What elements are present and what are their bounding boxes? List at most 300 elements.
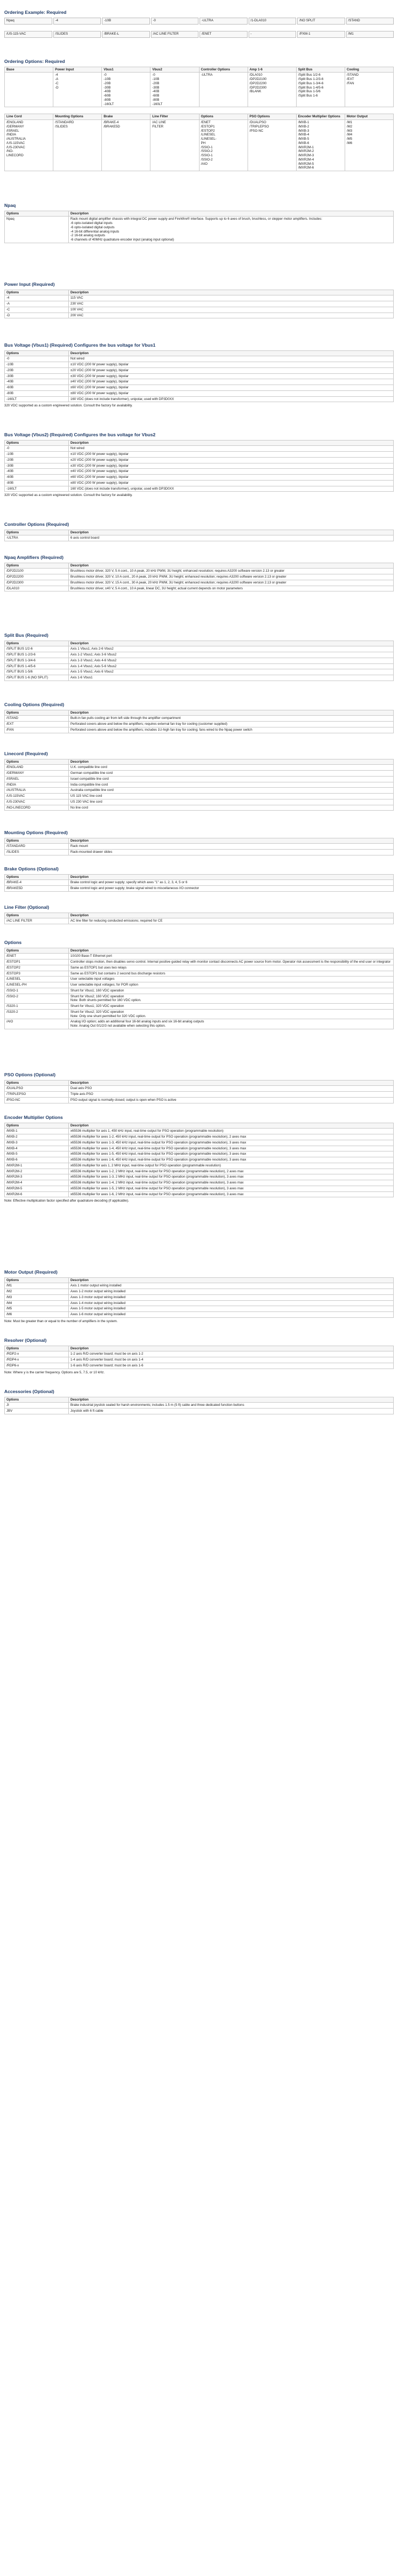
split-bus-table	[4, 641, 394, 681]
ordering-code-1: -4	[53, 18, 101, 25]
resolver-table	[4, 1346, 394, 1369]
vbus1-note: 320 VDC supported as a custom engineered solution. Consult the factory for availability.	[4, 404, 133, 408]
option-code: -40B	[5, 469, 69, 475]
option-list-cell: /DUALPSO /TRIPLEPSO /PSO-NC	[248, 120, 296, 171]
ordering-code-5: /1-DLA010	[249, 18, 297, 25]
linecord-table	[4, 759, 394, 811]
table-row	[5, 663, 394, 669]
option-code: /MXB-6	[5, 1157, 69, 1163]
option-description: 6 axis control board	[69, 535, 394, 541]
column-header: Motor Output	[345, 114, 393, 120]
column-header: Options	[5, 759, 69, 765]
table-row	[5, 977, 394, 982]
option-code: /LINESEL	[5, 977, 69, 982]
option-description: Built-in fan pulls cooling air from left side through the amplifier compartment	[69, 716, 394, 722]
ordering-code-3: /AC LINE FILTER	[151, 31, 199, 38]
column-header: Options	[5, 838, 69, 844]
table-row	[5, 1300, 394, 1306]
controller-title: Controller Options (Required)	[4, 522, 69, 527]
option-list-cell: /ENGLAND /GERMANY /ISRAEL /INDIA /AUSTRALIA /US-115VAC /US-230VAC /NO- LINECORD	[5, 120, 53, 171]
option-code: -10B	[5, 362, 69, 368]
option-description: x65536 multiplier for axes 1-2, 2 MHz input, real-time output for PSO operation (programmable resolution), 2 axes max	[69, 1169, 394, 1174]
brake-table	[4, 874, 394, 892]
ordering-code-7: /M1	[346, 31, 394, 38]
column-header: Options	[5, 710, 69, 716]
option-code: /MXB-3	[5, 1140, 69, 1146]
option-description: AC line filter for reducing conducted emissions; required for CE	[69, 918, 394, 924]
brake-section	[4, 866, 394, 892]
column-header: Encoder Multiplier Options	[296, 114, 345, 120]
table-row	[5, 217, 394, 243]
option-code: /SPLIT BUS 1-2/3-6	[5, 652, 69, 658]
option-description: No line cord	[69, 805, 394, 811]
vbus1-title: Bus Voltage (Vbus1) (Required) Configures the bus voltage for Vbus1	[4, 342, 156, 348]
option-list-cell: /MXB-1 /MXB-2 /MXB-3 /MXB-4 /MXB-5 /MXB-6 /MXR2M-1 /MXR2M-2 /MXR2M-3 /MXR2M-4 /MXR2M-5 /MXR2M-6	[296, 120, 345, 171]
table-row	[5, 658, 394, 663]
table-row	[5, 776, 394, 782]
table-row	[5, 994, 394, 1004]
option-description: Brake control logic and power supply; brake signal wired to miscellaneous I/O connector	[69, 886, 394, 892]
ordering-options-section	[4, 59, 394, 171]
option-description: Axis 1 Vbus1; Axis 2-6 Vbus2	[69, 646, 394, 652]
column-header: Options	[5, 948, 69, 954]
option-code: -60B	[5, 475, 69, 481]
ordering-code-4: -ULTRA	[200, 18, 248, 25]
line-filter-title: Line Filter (Optional)	[4, 905, 50, 910]
option-description: Brushless motor driver, ±40 V, 5 A cont., 10 A peak, linear DC, 3U height; actual current depends on motor parameters	[69, 586, 394, 591]
option-code: JBV	[5, 1409, 69, 1414]
table-row	[5, 475, 394, 481]
column-header: Options	[5, 1346, 69, 1351]
option-code: /INDIA	[5, 782, 69, 788]
ordering-code-6: /NO SPLIT	[297, 18, 345, 25]
option-description: User selectable input voltages; for POR option	[69, 982, 394, 988]
table-row	[5, 580, 394, 586]
table-row	[5, 799, 394, 805]
power-input-table	[4, 290, 394, 319]
table-row	[5, 307, 394, 313]
option-description: 160 VDC (does not include transformer), unipolar, used with DP3D0XX	[69, 396, 394, 402]
table-row	[5, 586, 394, 591]
table-row	[5, 390, 394, 396]
option-description: Triple axis PSO	[69, 1092, 394, 1098]
option-code: /RDP6-x	[5, 1363, 69, 1369]
option-description: Axes 1-2 motor output wiring installed	[69, 1289, 394, 1295]
option-code: -40B	[5, 379, 69, 385]
option-code: /MXR2M-3	[5, 1174, 69, 1180]
split-bus-title: Split Bus (Required)	[4, 633, 49, 638]
option-code: /MXB-1	[5, 1129, 69, 1134]
option-description: ±80 VDC (200 W power supply), bipolar	[69, 390, 394, 396]
table-row	[5, 1289, 394, 1295]
option-description: x65536 multiplier for axes 1-4, 2 MHz input, real-time output for PSO operation (programmable resolution), 3 axes max	[69, 1180, 394, 1186]
option-code: -30B	[5, 463, 69, 469]
table-row	[5, 918, 394, 924]
option-code: -80B	[5, 480, 69, 486]
option-description: ±30 VDC (200 W power supply), bipolar	[69, 463, 394, 469]
table-row	[5, 954, 394, 959]
ordering-example-row-2	[4, 31, 394, 38]
column-header: Description	[69, 913, 394, 918]
column-header: Options	[5, 290, 69, 295]
option-code: /FAN	[5, 727, 69, 733]
motor-output-table	[4, 1277, 394, 1318]
table-row	[5, 794, 394, 799]
table-row	[5, 574, 394, 580]
option-list-cell: /DLA010 /DP2D2100 /DP2D2200 /DP2D2300 /BLANK	[248, 73, 296, 107]
line-filter-table	[4, 913, 394, 925]
option-description: ±40 VDC (200 W power supply), bipolar	[69, 469, 394, 475]
table-row	[5, 463, 394, 469]
table-row	[5, 765, 394, 771]
option-code: /STANDARD	[5, 844, 69, 850]
table-row	[5, 1186, 394, 1191]
resolver-section	[4, 1338, 394, 1374]
option-description: ±60 VDC (200 W power supply), bipolar	[69, 475, 394, 481]
motor-output-section	[4, 1269, 394, 1324]
option-code: /S320-2	[5, 1009, 69, 1019]
option-description: India compatible line cord	[69, 782, 394, 788]
table-row	[5, 1019, 394, 1029]
option-description: Perforated covers above and below the amplifiers; includes 1U-high fan tray for cooling; fans wired to the Npaq power switch	[69, 727, 394, 733]
option-description: Controller stops motion, then disables servo control. Internal positive guided relay with monitor contact disconnects AC power source from motor. Operator risk assessment is the responsibility of the end user or integrator	[69, 959, 394, 965]
column-header: Options	[5, 913, 69, 918]
table-row	[5, 469, 394, 475]
column-header: Description	[69, 350, 394, 356]
option-list-cell: /STANDARD /SLIDES	[53, 120, 102, 171]
option-description: User selectable input voltages	[69, 977, 394, 982]
ordering-example-row-1	[4, 18, 394, 25]
option-description: ±40 VDC (200 W power supply), bipolar	[69, 379, 394, 385]
option-description: 100 VAC	[69, 307, 394, 313]
table-row	[5, 1134, 394, 1140]
cooling-title: Cooling Options (Required)	[4, 702, 65, 707]
option-description: Shunt for Vbus1; 320 VDC operation	[69, 1004, 394, 1010]
table-row	[5, 886, 394, 892]
option-code: /DUALPSO	[5, 1086, 69, 1092]
column-header: Description	[69, 641, 394, 646]
option-description: Joystick with 6 ft cable	[69, 1409, 394, 1414]
option-description: ±80 VDC (200 W power supply), bipolar	[69, 480, 394, 486]
option-code: /MXR2M-1	[5, 1163, 69, 1169]
npaq-table	[4, 211, 394, 243]
table-row	[5, 782, 394, 788]
column-header: Mounting Options	[53, 114, 102, 120]
table-row	[5, 805, 394, 811]
table-row	[5, 1174, 394, 1180]
table-row	[5, 1092, 394, 1098]
table-row	[5, 675, 394, 681]
table-row	[5, 959, 394, 965]
option-code: /SPLIT BUS 1-5/6	[5, 669, 69, 675]
column-header: Line Cord	[5, 114, 53, 120]
option-code: -80B	[5, 390, 69, 396]
mounting-title: Mounting Options (Required)	[4, 830, 68, 835]
table-row	[5, 1294, 394, 1300]
column-header: Description	[69, 874, 394, 880]
ordering-code-5: -	[249, 31, 297, 38]
ordering-code-7: /STAND	[346, 18, 394, 25]
table-row	[5, 367, 394, 373]
table-row	[5, 1351, 394, 1357]
table-row	[5, 1312, 394, 1318]
table-row	[5, 1363, 394, 1369]
line-filter-section	[4, 905, 394, 924]
option-code: -0	[5, 446, 69, 452]
table-row	[5, 1146, 394, 1151]
option-description: Axis 1-5 Vbus1; Axis 6 Vbus2	[69, 669, 394, 675]
motor-output-note: Note: Must be greater than or equal to the number of amplifiers in the system.	[4, 1319, 118, 1323]
brake-title: Brake Options (Optional)	[4, 866, 59, 871]
npaq-title: Npaq	[4, 203, 16, 208]
option-description: Axes 1-3 motor output wiring installed	[69, 1294, 394, 1300]
option-list-cell: -ULTRA	[199, 73, 248, 107]
option-code: /DP2D2300	[5, 580, 69, 586]
column-header: Description	[69, 948, 394, 954]
option-code: /US-115VAC	[5, 794, 69, 799]
table-row	[5, 313, 394, 318]
table-row	[5, 295, 394, 301]
option-description: Australia compatible line cord	[69, 788, 394, 794]
option-code: /MXR2M-4	[5, 1180, 69, 1186]
options-section	[4, 940, 394, 1029]
option-description: ±20 VDC (200 W power supply), bipolar	[69, 457, 394, 463]
option-description: x65536 multiplier for axes 1-6, 450 kHz input, real-time output for PSO operation (programmable resolution), 3 axes max	[69, 1157, 394, 1163]
column-header: Options	[5, 874, 69, 880]
column-header: Options	[5, 563, 69, 569]
table-row	[5, 727, 394, 733]
column-header: Options	[5, 350, 69, 356]
ordering-options-table-2	[4, 114, 394, 171]
encoder-note: Note: Effective multiplication factor specified after quadrature decoding (if applicable).	[4, 1199, 129, 1203]
option-code: -A	[5, 301, 69, 307]
table-row	[5, 850, 394, 855]
ordering-code-2: /BRAKE-L	[102, 31, 150, 38]
mounting-section	[4, 830, 394, 855]
table-row	[5, 1004, 394, 1010]
column-header: Options	[5, 641, 69, 646]
column-header: Description	[69, 290, 394, 295]
power-input-title: Power Input (Required)	[4, 282, 55, 287]
table-row	[5, 1009, 394, 1019]
column-header: Base	[5, 67, 53, 73]
option-code: -10B	[5, 452, 69, 458]
column-header: Brake	[102, 114, 150, 120]
option-code: Npaq	[5, 217, 69, 243]
column-header: Options	[5, 1080, 69, 1086]
option-description: Brake industrial joystick sealed for harsh environments; includes 1.5 m (5 ft) cable and three dedicated function buttons	[69, 1403, 394, 1409]
option-code: /AC LINE FILTER	[5, 918, 69, 924]
column-header: PSO Options	[248, 114, 296, 120]
option-description: 10/100 Base-T Ethernet port	[69, 954, 394, 959]
option-description: 115 VAC	[69, 295, 394, 301]
vbus2-section	[4, 432, 394, 498]
option-description: Rack mount	[69, 844, 394, 850]
option-code: -160LT	[5, 396, 69, 402]
option-description: x65536 multiplier for axes 1-2, 450 kHz input, real-time output for PSO operation (programmable resolution), 2 axes max	[69, 1134, 394, 1140]
option-description: Brushless motor driver, 320 V, 15 A cont., 30 A peak, 20 kHz PWM, 3U height; enhanced resolution; requires A3200 software version 2.13 or greater	[69, 580, 394, 586]
option-description: Axis 1 motor output wiring installed	[69, 1283, 394, 1289]
option-description: x65536 multiplier for axes 1-5, 2 MHz input, real-time output for PSO operation (programmable resolution), 3 axes max	[69, 1186, 394, 1191]
option-description: Axis 1-4 Vbus1; Axis 5-6 Vbus2	[69, 663, 394, 669]
option-list-cell	[5, 73, 53, 107]
option-description: x65536 multiplier for axes 1-3, 450 kHz input, real-time output for PSO operation (programmable resolution), 3 axes max	[69, 1140, 394, 1146]
option-code: /SPLIT BUS 1-3/4-6	[5, 658, 69, 663]
option-description: ±10 VDC (200 W power supply), bipolar	[69, 452, 394, 458]
option-code: /MXB-5	[5, 1151, 69, 1157]
option-code: /ESTOP1	[5, 959, 69, 965]
cooling-table	[4, 710, 394, 733]
accessories-title: Accessories (Optional)	[4, 1389, 54, 1394]
option-code: /AIO	[5, 1019, 69, 1029]
option-code: /M6	[5, 1312, 69, 1318]
encoder-table	[4, 1123, 394, 1198]
controller-section	[4, 522, 394, 541]
table-row	[5, 373, 394, 379]
column-header: Line Filter	[150, 114, 199, 120]
option-description: Israel compatible line cord	[69, 776, 394, 782]
option-list-cell: -4 -A -C -D	[53, 73, 102, 107]
table-row	[5, 1409, 394, 1414]
pso-section	[4, 1072, 394, 1103]
table-row	[5, 535, 394, 541]
table-row	[5, 452, 394, 458]
option-code: /SPLIT BUS 1/2-6	[5, 646, 69, 652]
column-header: Description	[69, 211, 394, 217]
ordering-code-6: /PXM-1	[297, 31, 345, 38]
option-description: Axis 1-6 Vbus1	[69, 675, 394, 681]
table-row	[5, 486, 394, 492]
option-code: /MXR2M-2	[5, 1169, 69, 1174]
column-header: Split Bus	[296, 67, 345, 73]
option-description: Analog I/O option; adds an additional four 16-bit analog inputs and six 16-bit analog outputs Note: Analog Out 0/1/2/3 not available when selecting this option.	[69, 1019, 394, 1029]
column-header: Description	[69, 1277, 394, 1283]
option-description: Brushless motor driver, 320 V, 5 A cont., 10 A peak, 20 kHz PWM, 3U height; enhanced resolution; requires A3200 software version 2.13 or greater	[69, 569, 394, 574]
table-row	[5, 844, 394, 850]
option-code: /NO-LINECORD	[5, 805, 69, 811]
option-code: -20B	[5, 457, 69, 463]
option-list-cell: /AC LINE FILTER	[150, 120, 199, 171]
column-header: Description	[69, 1397, 394, 1403]
option-description: Axis 1-2 Vbus1; Axis 3-6 Vbus2	[69, 652, 394, 658]
column-header: Description	[69, 759, 394, 765]
ordering-code-1: /SLIDES	[53, 31, 101, 38]
option-code: /EXT	[5, 722, 69, 727]
ordering-example-section	[4, 10, 394, 38]
option-code: -4	[5, 295, 69, 301]
ordering-options-title: Ordering Options: Required	[4, 59, 65, 64]
table-row	[5, 965, 394, 971]
option-description: 1-4 axis R/D converter board; must be on axis 1-4	[69, 1357, 394, 1363]
option-description: Axes 1-6 motor output wiring installed	[69, 1312, 394, 1318]
option-description: US 230 VAC line cord	[69, 799, 394, 805]
column-header: Description	[69, 1346, 394, 1351]
option-description: x65536 multiplier for axes 1-4, 450 kHz input, real-time output for PSO operation (programmable resolution), 3 axes max	[69, 1146, 394, 1151]
option-description: Rack mount digital amplifier chassis with integral DC power supply and FireWire® interface. Supports up to 6 axes of brush, brushless, or stepper motor amplifiers. Includes: -6 opto-isolated digital inputs -6 opto-isolated digital outputs -4 16-bit differential analog inputs -2 16-bit analog outputs -6 channels of 40MHz quadrature encoder input (analog input optional)	[69, 217, 394, 243]
resolver-title: Resolver (Optional)	[4, 1338, 47, 1343]
option-description: Rack-mounted drawer slides	[69, 850, 394, 855]
option-description: 1-2 axis R/D converter board; must be on axis 1-2	[69, 1351, 394, 1357]
ordering-code-2: -10B	[102, 18, 150, 25]
vbus2-table	[4, 440, 394, 492]
column-header: Description	[69, 1080, 394, 1086]
option-description: PSO output signal is normally closed; output is open when PSO is active	[69, 1097, 394, 1103]
option-code: /ISRAEL	[5, 776, 69, 782]
option-description: Brushless motor driver, 320 V, 10 A cont., 20 A peak, 20 kHz PWM, 3U height; enhanced resolution; requires A3200 software version 2.13 or greater	[69, 574, 394, 580]
column-header: Options	[5, 1397, 69, 1403]
table-row	[5, 1306, 394, 1312]
option-code: /M2	[5, 1289, 69, 1295]
table-row	[5, 569, 394, 574]
option-code: /AUSTRALIA	[5, 788, 69, 794]
option-code: /MXB-2	[5, 1134, 69, 1140]
column-header: Options	[5, 1123, 69, 1129]
option-code: /GERMANY	[5, 771, 69, 777]
option-code: /M3	[5, 1294, 69, 1300]
ordering-code-4: /ENET	[200, 31, 248, 38]
table-row	[5, 880, 394, 886]
option-code: /SPLIT BUS 1-6 (NO SPLIT)	[5, 675, 69, 681]
column-header: Options	[5, 1277, 69, 1283]
option-description: Same as ESTOP1 but contains 2 second bus discharge resistors	[69, 971, 394, 977]
table-row	[5, 771, 394, 777]
option-code: /S320-1	[5, 1004, 69, 1010]
linecord-section	[4, 751, 394, 811]
amplifiers-section	[4, 555, 394, 591]
option-description: Not wired	[69, 356, 394, 362]
option-description: Shunt for Vbus2; 160 VDC operation Note: Both shunts permitted for 160 VDC option.	[69, 994, 394, 1004]
option-description: Same as ESTOP1 but uses two relays	[69, 965, 394, 971]
column-header: Options	[5, 440, 69, 446]
mounting-table	[4, 838, 394, 855]
table-row	[5, 1140, 394, 1146]
table-row	[5, 1163, 394, 1169]
split-bus-section	[4, 633, 394, 681]
resolver-note: Note: Where y is the carrier frequency. Options are 5, 7.5, or 10 kHz.	[4, 1370, 105, 1374]
pso-title: PSO Options (Optional)	[4, 1072, 55, 1077]
option-code: /US-230VAC	[5, 799, 69, 805]
table-row	[5, 1097, 394, 1103]
option-code: /RDP2-x	[5, 1351, 69, 1357]
option-description: Shunt for Vbus1; 160 VDC operation	[69, 988, 394, 994]
column-header: Power Input	[53, 67, 102, 73]
option-code: /SSIO-2	[5, 994, 69, 1004]
table-row	[5, 1129, 394, 1134]
option-description: US 115 VAC line cord	[69, 794, 394, 799]
vbus2-note: 320 VDC supported as a custom engineered solution. Consult the factory for availability.	[4, 493, 133, 498]
option-code: /DP2D2100	[5, 569, 69, 574]
encoder-title: Encoder Multiplier Options	[4, 1115, 63, 1120]
option-description: ±60 VDC (200 W power supply), bipolar	[69, 385, 394, 391]
column-header: Description	[69, 563, 394, 569]
column-header: Cooling	[345, 67, 393, 73]
option-list-cell: /M1 /M2 /M3 /M4 /M5 /M6	[345, 120, 393, 171]
ordering-code-3: -0	[151, 18, 199, 25]
option-description: x65536 multiplier for axes 1-3, 2 MHz input, real-time output for PSO operation (programmable resolution), 3 axes max	[69, 1174, 394, 1180]
option-description: 1-6 axis R/D converter board; must be on axis 1-6	[69, 1363, 394, 1369]
option-code: /LINESEL-PH	[5, 982, 69, 988]
option-list-cell: -0 -10B -20B -30B -40B -60B -80B -160LT	[102, 73, 150, 107]
table-row	[5, 788, 394, 794]
column-header: Controller Options	[199, 67, 248, 73]
accessories-section	[4, 1389, 394, 1414]
option-list-cell: /Split Bus 1/2-6 /Split Bus 1-2/3-6 /Split Bus 1-3/4-6 /Split Bus 1-4/5-6 /Split Bus 1-5/6 /Split Bus 1-6	[296, 73, 345, 107]
option-code: /ESTOP3	[5, 971, 69, 977]
column-header: Description	[69, 530, 394, 535]
table-row	[5, 652, 394, 658]
table-row	[5, 1157, 394, 1163]
option-list-cell: /BRAKE-4 /BRAKE5D	[102, 120, 150, 171]
